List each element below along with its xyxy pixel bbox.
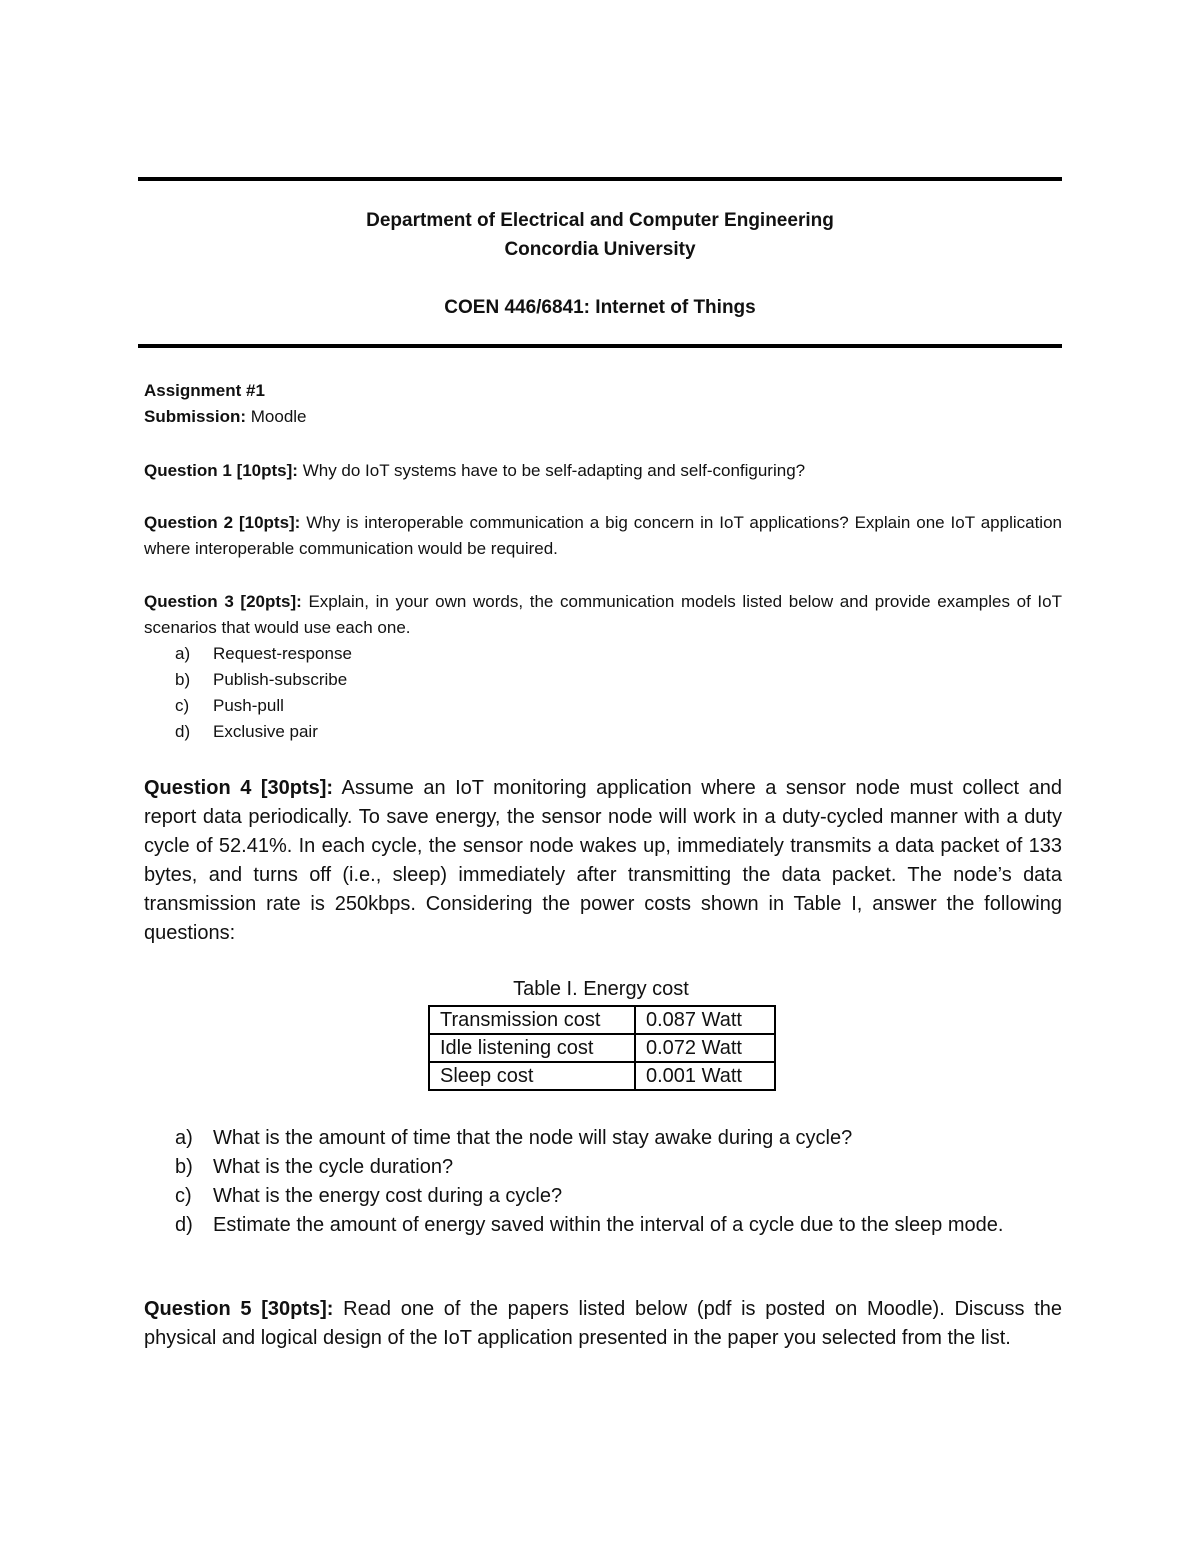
table-cell-name: Transmission cost (429, 1006, 635, 1034)
assignment-title (144, 378, 1062, 404)
question-4-label: Question 4 [30pts]: (144, 777, 334, 799)
list-item (175, 641, 352, 667)
question-5-label: Question 5 [30pts]: (144, 1298, 334, 1320)
submission-label: Submission: (144, 407, 247, 426)
question-4 (144, 774, 1062, 948)
question-2-text: Why is interoperable communication a big concern in IoT applications? Explain one IoT application where interoperable communication would be required. (144, 513, 1062, 558)
table-row (429, 1062, 775, 1090)
list-item (175, 719, 352, 745)
question-5 (144, 1295, 1062, 1353)
list-marker: d) (175, 1214, 193, 1236)
question-5-text: Read one of the papers listed below (pdf is posted on Moodle). Discuss the physical and logical design of the IoT application presented in the paper you selected from the list. (144, 1298, 1063, 1349)
list-marker: b) (175, 1156, 193, 1178)
table-cell-value: 0.087 Watt (635, 1006, 775, 1034)
table-caption: Table I. Energy cost (513, 978, 689, 1000)
list-marker: a) (175, 644, 191, 663)
table-row (429, 1034, 775, 1062)
list-item-text: Exclusive pair (213, 722, 318, 741)
table-cell-name: Idle listening cost (429, 1034, 635, 1062)
header-top-rule (138, 177, 1062, 181)
department-name: Department of Electrical and Computer Engineering (366, 210, 834, 231)
assignment-title-text: Assignment #1 (144, 381, 265, 400)
submission-line (144, 404, 1062, 430)
list-item-text: Estimate the amount of energy saved within the interval of a cycle due to the sleep mode. (213, 1214, 1004, 1236)
question-3-label: Question 3 [20pts]: (144, 592, 302, 611)
list-marker: b) (175, 670, 191, 689)
question-2 (144, 510, 1062, 562)
list-marker: c) (175, 696, 190, 715)
list-item-text: What is the cycle duration? (213, 1156, 454, 1178)
list-item (175, 693, 352, 719)
list-item (175, 667, 352, 693)
list-marker: d) (175, 722, 191, 741)
university-name: Concordia University (504, 239, 696, 260)
list-marker: a) (175, 1127, 193, 1149)
list-item-text: Request-response (213, 644, 352, 663)
question-1 (144, 458, 1062, 484)
energy-cost-table (428, 1005, 776, 1091)
list-item (175, 1153, 1003, 1182)
question-1-label: Question 1 [10pts]: (144, 461, 298, 480)
list-item-text: Publish-subscribe (213, 670, 348, 689)
list-item-text: What is the energy cost during a cycle? (213, 1185, 563, 1207)
list-marker: c) (175, 1185, 192, 1207)
list-item-text: What is the amount of time that the node will stay awake during a cycle? (213, 1127, 853, 1149)
submission-value: Moodle (250, 407, 307, 426)
table-row (429, 1006, 775, 1034)
list-item (175, 1211, 1003, 1240)
question-2-label: Question 2 [10pts]: (144, 513, 301, 532)
question-3-text: Explain, in your own words, the communication models listed below and provide examples of IoT scenarios that would use each one. (144, 592, 1062, 637)
table-cell-value: 0.072 Watt (635, 1034, 775, 1062)
list-item-text: Push-pull (213, 696, 284, 715)
question-4-list (175, 1124, 1003, 1240)
header-bottom-rule (138, 344, 1062, 348)
question-3 (144, 589, 1062, 641)
course-title: COEN 446/6841: Internet of Things (444, 297, 756, 318)
list-item (175, 1124, 1003, 1153)
question-4-text: Assume an IoT monitoring application where a sensor node must collect and report data periodically. To save energy, the sensor node will work in a duty-cycled manner with a duty cycle of 52.41%. In each cycle, the sensor node wakes up, immediately transmits a data packet of 133 bytes, and turns off (i.e., sleep) immediately after transmitting the data packet. The node’s data transmission rate is 250kbps. Considering the power costs shown in Table I, answer the following questions: (144, 777, 1063, 944)
question-1-text: Why do IoT systems have to be self-adapting and self-configuring? (302, 461, 806, 480)
table-cell-value: 0.001 Watt (635, 1062, 775, 1090)
list-item (175, 1182, 1003, 1211)
question-3-list (175, 641, 352, 745)
table-cell-name: Sleep cost (429, 1062, 635, 1090)
